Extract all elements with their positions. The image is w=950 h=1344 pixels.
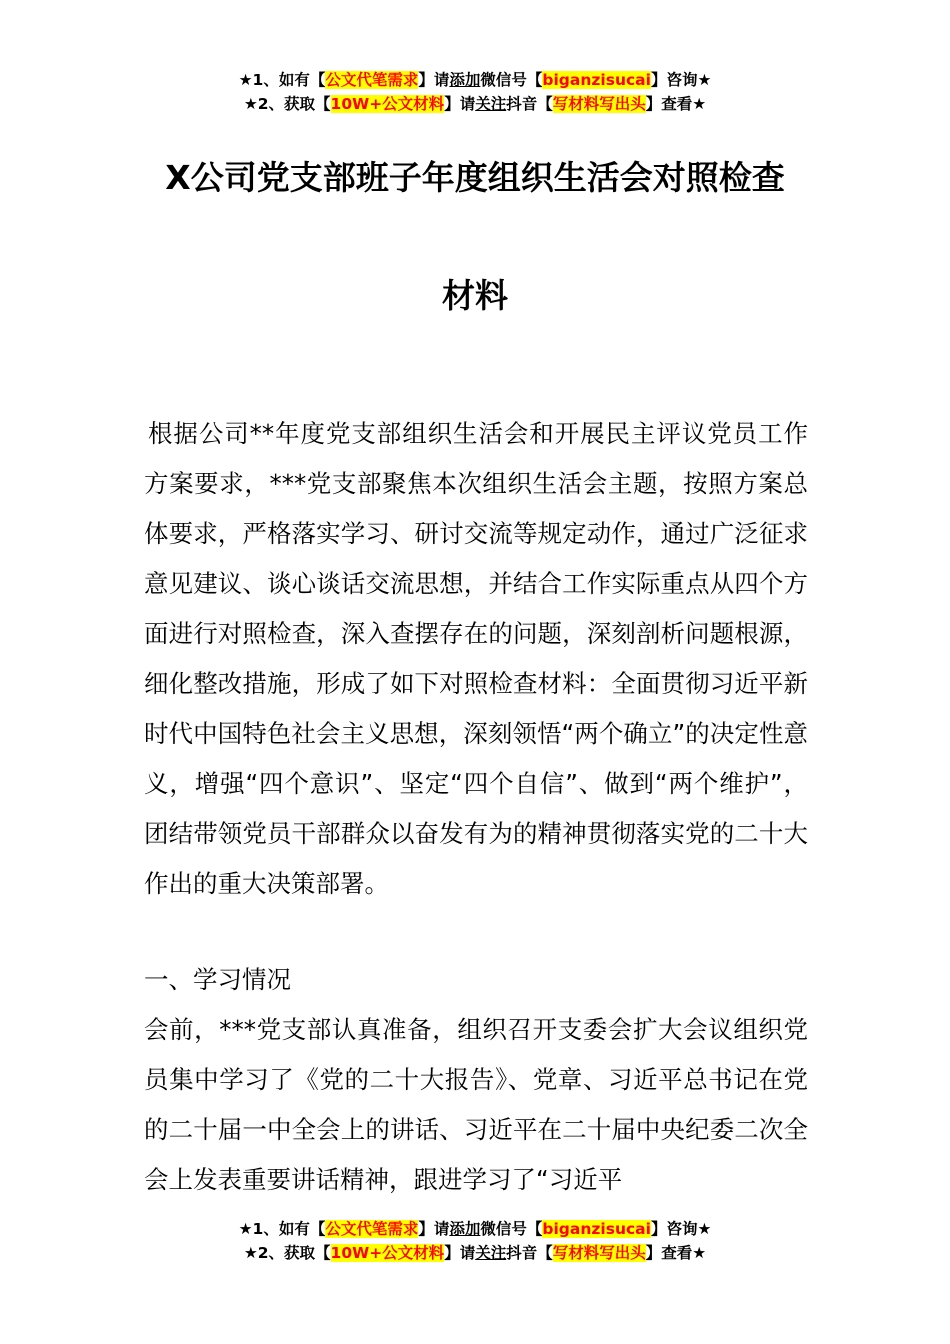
- promo-highlight: 写材料写出头: [552, 1244, 646, 1262]
- promo-text: 】请: [444, 1244, 476, 1262]
- promo-highlight: 公文代笔需求: [325, 1220, 419, 1238]
- promo-line-1: [0, 1217, 950, 1241]
- promo-banner-top: [0, 68, 950, 116]
- promo-highlight: 公文代笔需求: [325, 71, 419, 89]
- promo-text: 】查看★: [645, 1244, 707, 1262]
- body-paragraph-2: 会前，***党支部认真准备，组织召开支委会扩大会议组织党员集中学习了《党的二十大报告》、党章、习近平总书记在党的二十届一中全会上的讲话、习近平在二十届中央纪委二次全会上发表重要讲话精神，跟进学习了“习近平: [144, 1015, 808, 1194]
- promo-highlight: 10W+公文材料: [330, 1244, 445, 1262]
- promo-text: 微信号【: [480, 71, 543, 89]
- promo-text: 】咨询★: [650, 1220, 712, 1238]
- body-paragraph-1: 根据公司**年度党支部组织生活会和开展民主评议党员工作方案要求，***党支部聚焦本次组织生活会主题，按照方案总体要求，严格落实学习、研讨交流等规定动作，通过广泛征求意见建议、谈心谈话交流思想，并结合工作实际重点从四个方面进行对照检查，深入查摆存在的问题，深刻剖析问题根源，细化整改措施，形成了如下对照检查材料：全面贯彻习近平新时代中国特色社会主义思想，深刻领悟“两个确立”的决定性意义，增强“四个意识”、坚定“四个自信”、做到“两个维护”，团结带领党员干部群众以奋发有为的精神贯彻落实党的二十大作出的重大决策部署。: [144, 419, 808, 898]
- promo-text: ★1、如有【: [238, 71, 326, 89]
- promo-text: 】咨询★: [650, 71, 712, 89]
- promo-underline-text: 添加: [449, 1220, 481, 1238]
- promo-highlight: 写材料写出头: [552, 95, 646, 113]
- promo-highlight: 10W+公文材料: [330, 95, 445, 113]
- promo-highlight: biganzisucai: [542, 1220, 651, 1238]
- promo-line-2: [0, 92, 950, 116]
- section-heading-1: 一、学习情况: [144, 965, 291, 994]
- promo-text: ★1、如有【: [238, 1220, 326, 1238]
- promo-line-2: [0, 1241, 950, 1265]
- promo-underline-text: 添加: [449, 71, 481, 89]
- promo-underline-text: 关注: [475, 1244, 507, 1262]
- promo-text: 抖音【: [506, 95, 553, 113]
- promo-highlight: biganzisucai: [542, 71, 651, 89]
- promo-text: 】查看★: [645, 95, 707, 113]
- promo-text: 】请: [418, 71, 450, 89]
- promo-line-1: [0, 68, 950, 92]
- promo-banner-bottom: [0, 1217, 950, 1265]
- promo-text: 抖音【: [506, 1244, 553, 1262]
- promo-text: 微信号【: [480, 1220, 543, 1238]
- promo-text: 】请: [444, 95, 476, 113]
- document-title-line-1: X公司党支部班子年度组织生活会对照检查: [165, 158, 785, 197]
- document-title-line-2: 材料: [442, 276, 508, 315]
- promo-text: 】请: [418, 1220, 450, 1238]
- promo-underline-text: 关注: [475, 95, 507, 113]
- promo-text: ★2、获取【: [243, 95, 331, 113]
- promo-text: ★2、获取【: [243, 1244, 331, 1262]
